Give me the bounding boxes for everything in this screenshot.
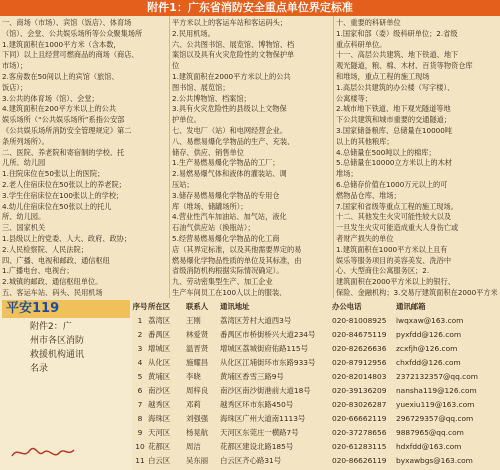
header-phone: 办公电话 xyxy=(332,302,362,311)
cell-contact: 刘强强 xyxy=(186,414,209,423)
col3-line: 娱乐等服务项目的美容美发、洗浴中 xyxy=(336,255,452,265)
cell-index: 5 xyxy=(137,372,143,381)
col3-line: 十、重要的科研单位 xyxy=(336,18,401,27)
table-row xyxy=(132,370,500,384)
col2-line: 店（其界定标准，以及其他需要界定的易 xyxy=(172,244,302,254)
col3-line: 公寓楼等； xyxy=(336,93,372,103)
cell-index: 2 xyxy=(137,330,143,339)
cell-phone: 020-37278656 xyxy=(332,428,387,437)
col2-line: 4.营业性汽车加油站、加气站，液化 xyxy=(172,212,287,222)
table-row xyxy=(132,426,500,440)
standards-columns xyxy=(0,16,500,298)
table-row xyxy=(132,356,500,370)
cell-district: 白云区 xyxy=(148,456,171,465)
cell-contact: 周梓良 xyxy=(186,386,209,395)
col1-line: 一、商场（市场）、宾馆（饭店）、体育场 xyxy=(2,18,132,27)
cell-email: 296729357@qq.com xyxy=(396,414,474,423)
col3-line: 1.建筑面积在1000平方米以上且有 xyxy=(336,244,448,254)
cell-index: 10 xyxy=(135,442,145,451)
col3-line: 心、大型商住公寓服务区；2. xyxy=(336,266,430,276)
col1-line: 市场）； xyxy=(2,61,28,71)
col2-line: 2.民用机场。 xyxy=(172,28,215,38)
cell-district: 天河区 xyxy=(148,428,171,437)
cell-email: chxfdd@126.com xyxy=(396,358,461,367)
col2-line: 2.公共博物馆、档案馆； xyxy=(172,93,251,103)
cell-email: 9887965@qq.com xyxy=(396,428,464,437)
subtitle-line: 州市各区消防 xyxy=(30,336,85,346)
cell-address: 从化区江埔街环市东路933号 xyxy=(220,358,316,367)
col1-line: 1.住院床位在50张以上的医院； xyxy=(2,169,105,179)
cell-address: 黄埔区香雪三路9号 xyxy=(220,372,284,381)
col1-line: 五、客运车站、码头、民用机场 xyxy=(2,287,103,297)
col3-line: 燃物品仓库、堆场； xyxy=(336,190,401,200)
cell-phone: 020-87912956 xyxy=(332,358,387,367)
col1-line: 4.幼儿住宿床位在50张以上的托儿 xyxy=(2,201,112,211)
cell-district: 海珠区 xyxy=(148,414,171,423)
col3-line: 2.城市地下铁道、地下观光隧道等地 xyxy=(336,104,451,114)
col3-line: 6.总储存价值在1000万元以上的可 xyxy=(336,179,448,189)
column-1 xyxy=(0,16,170,298)
col3-line: 堆场； xyxy=(336,169,358,179)
col2-line: 1.生产易燃易爆化学物品的工厂； xyxy=(172,158,280,168)
col2-line: 3.具有火灾危险性的县级以上文物保 xyxy=(172,104,287,114)
cell-district: 荔湾区 xyxy=(148,316,171,325)
table-row xyxy=(132,328,500,342)
col3-line: 和堆场，重点工程的施工现场 xyxy=(336,71,430,81)
col2-line: 七、发电厂（站）和电网经营企业。 xyxy=(172,125,288,135)
cell-phone: 020-39136209 xyxy=(332,386,387,395)
col3-line: 者财产损失的单位 xyxy=(336,233,394,243)
cell-district: 黄埔区 xyxy=(148,372,171,381)
cell-district: 从化区 xyxy=(148,358,171,367)
cell-phone: 020-84675119 xyxy=(332,330,387,339)
cell-index: 11 xyxy=(135,456,145,465)
table-row xyxy=(132,384,500,398)
table-row xyxy=(132,398,500,412)
cell-district: 花都区 xyxy=(148,442,171,451)
col2-line: 石油气供应站（换瓶站）； xyxy=(172,223,255,233)
col1-line: 下同）以上且经营可燃商品的商场（商店、 xyxy=(2,50,139,60)
col3-line: 保险、金融机构；3.交易厅建筑面积在2000平方米 xyxy=(336,287,498,297)
col1-line: （馆）、会堂、公共娱乐场所等公众聚集场所 xyxy=(2,28,143,38)
col1-line: 2.老人住宿床位在50张以上的养老院； xyxy=(2,179,126,189)
cell-address: 花都区建设北路185号 xyxy=(220,442,294,451)
cell-district: 南沙区 xyxy=(148,386,171,395)
cell-phone: 020-86626119 xyxy=(332,456,387,465)
col2-line: 案馆以及具有火灾危险性的文物保护单 xyxy=(172,50,295,60)
col3-line: 十二、其他发生火灾可能性较大以及 xyxy=(336,212,452,222)
cell-address: 白云区齐心路31号 xyxy=(220,456,282,465)
table-row xyxy=(132,454,500,468)
cell-email: lwqxaw@163.com xyxy=(396,316,464,325)
header-address: 通讯地址 xyxy=(220,302,250,311)
col3-line: 十一、高层公共建筑、地下铁道、地下 xyxy=(336,50,459,60)
col1-line: 1.广播电台、电视台； xyxy=(2,266,74,276)
cell-index: 1 xyxy=(137,316,143,325)
col2-line: 六、公共图书馆、展览馆、博物馆、档 xyxy=(172,39,295,49)
col3-line: 一旦发生火灾可能造成重大人身伤亡或 xyxy=(336,223,459,233)
subtitle-line: 附件2：广 xyxy=(30,322,72,332)
cell-contact: 温晋贤 xyxy=(186,344,209,353)
col3-line: 建筑面积在2000平方米以上的银行、 xyxy=(336,277,455,287)
newspaper-logo xyxy=(8,442,78,464)
col2-line: 储存、供应、销售单位 xyxy=(172,147,244,157)
cell-contact: 李晓 xyxy=(186,372,201,381)
col2-line: 九、劳动密集型生产、加工企业 xyxy=(172,277,273,287)
col3-line: 3.国家储备粮库、总储量在10000吨 xyxy=(336,125,452,135)
cell-address: 南沙区南沙街港前大道18号 xyxy=(220,386,311,395)
cell-index: 3 xyxy=(137,344,143,353)
col1-line: 儿所、幼儿园 xyxy=(2,158,46,168)
cell-index: 9 xyxy=(137,428,143,437)
subtitle-line: 救援机构通讯 xyxy=(30,350,85,360)
col3-line: 重点科研单位。 xyxy=(336,39,387,49)
cell-contact: 王刚 xyxy=(186,316,201,325)
cell-phone: 020-82626636 xyxy=(332,344,387,353)
col2-line: 位 xyxy=(172,61,180,71)
col1-line: 2.客房数在50间以上的宾馆（旅馆、 xyxy=(2,71,119,81)
cell-address: 荔湾区芳村大道西3号 xyxy=(220,316,292,325)
col3-line: 以上的其他粮库； xyxy=(336,136,394,146)
cell-address: 越秀区环市东路450号 xyxy=(220,400,294,409)
cell-index: 6 xyxy=(137,386,143,395)
cell-phone: 020-83026287 xyxy=(332,400,387,409)
col1-line: 1.建筑面积在1000平方米（含本数， xyxy=(2,39,121,49)
col3-line: 1.高层公共建筑的办公楼（写字楼）、 xyxy=(336,82,455,92)
column-brand: 平安119 xyxy=(2,300,130,318)
section-banner: 附件1：广东省消防安全重点单位界定标准 xyxy=(0,0,500,16)
col2-line: 库（堆场、储罐场所）； xyxy=(172,201,248,211)
col1-line: 四、广播、电视和邮政、通信枢纽 xyxy=(2,255,110,265)
col1-line: 三、国家机关 xyxy=(2,223,46,233)
cell-contact: 周洁 xyxy=(186,442,201,451)
cell-index: 4 xyxy=(137,358,143,367)
table-row xyxy=(132,440,500,454)
lower-section xyxy=(0,300,500,470)
col2-line: 3.储存易燃易爆化学物品的专用仓 xyxy=(172,190,280,200)
contacts-table xyxy=(132,300,500,470)
col2-line: 生产车间员工在100人以上的服装、 xyxy=(172,287,287,297)
col1-line: 3.公共的体育场（馆）、会堂； xyxy=(2,93,99,103)
table-header xyxy=(132,300,500,314)
header-email: 通讯邮箱 xyxy=(396,302,426,311)
cell-email: zcxfjh@126.com xyxy=(396,344,458,353)
col2-line: 八、易燃易爆化学物品的生产、充装、 xyxy=(172,136,295,146)
col1-line: 娱乐场所（“公共娱乐场所”系指公安部 xyxy=(2,115,125,125)
cell-email: pyxfdd@126.com xyxy=(396,330,462,339)
cell-contact: 吴东丽 xyxy=(186,456,209,465)
col2-line: 2.易燃易爆气体和液体的灌装站、调 xyxy=(172,169,287,179)
table-row xyxy=(132,342,500,356)
header-contact: 联系人 xyxy=(186,302,209,311)
cell-address: 天河区东莞庄一横路7号 xyxy=(220,428,299,437)
cell-contact: 邓莉 xyxy=(186,400,201,409)
cell-phone: 020-81008925 xyxy=(332,316,387,325)
col3-line: 7.国家和省级等重点工程的施工现场。 xyxy=(336,201,458,211)
col1-line: 条所列场所）。 xyxy=(2,136,49,146)
cell-address: 海珠区广州大道南1113号 xyxy=(220,414,306,423)
col1-line: 所、幼儿园。 xyxy=(2,212,46,222)
cell-email: nansha119@126.com xyxy=(396,386,477,395)
cell-contact: 林爱贤 xyxy=(186,330,209,339)
side-panel xyxy=(0,300,132,470)
col2-line: 5.经营易燃易爆化学物品的化工商 xyxy=(172,233,280,243)
header-district: 所在区 xyxy=(148,302,171,311)
cell-index: 8 xyxy=(137,414,143,423)
cell-contact: 施耀昌 xyxy=(186,358,209,367)
cell-email: hdxfdd@163.com xyxy=(396,442,462,451)
cell-phone: 020-66662119 xyxy=(332,414,387,423)
col3-line: 4.总储量在500吨以上的棉库； xyxy=(336,147,436,157)
appendix-subtitle xyxy=(0,320,132,376)
col2-line: 燃易爆化学物品性质的单位及其标准，由 xyxy=(172,255,302,265)
cell-district: 增城区 xyxy=(148,344,171,353)
cell-phone: 020-61283115 xyxy=(332,442,387,451)
cell-email: yuexiu119@163.com xyxy=(396,400,475,409)
col3-line: 1.国家和部（委）级科研单位；2.省级 xyxy=(336,28,458,38)
col1-line: 1.县级以上的党委、人大、政府、政协； xyxy=(2,233,132,243)
table-row xyxy=(132,412,500,426)
col1-line: 4.建筑面积在200平方米以上的公共 xyxy=(2,104,117,114)
cell-district: 越秀区 xyxy=(148,400,171,409)
subtitle-line: 名录 xyxy=(30,364,49,374)
cell-address: 增城区荔城街府佑路115号 xyxy=(220,344,309,353)
column-2 xyxy=(170,16,334,298)
col2-line: 图书馆、展览馆； xyxy=(172,82,230,92)
col3-line: 观光隧道，粮、棉、木材、百货等物资仓库 xyxy=(336,61,473,71)
cell-address: 番禺区市桥街桥兴大道234号 xyxy=(220,330,316,339)
cell-contact: 杨晃航 xyxy=(186,428,209,437)
col1-line: 2.城镇的邮政、通信枢纽单位。 xyxy=(2,277,103,287)
col2-line: 省级消防机构根据实际情况确定）。 xyxy=(172,266,284,276)
header-index: 序号 xyxy=(132,302,148,311)
table-row xyxy=(132,314,500,328)
col3-line: 下公共建筑和城市重要的交通隧道； xyxy=(336,115,452,125)
cell-email: byxawbgs@163.com xyxy=(396,456,473,465)
col2-line: 平方米以上的客运车站和客运码头； xyxy=(172,18,288,27)
cell-phone: 020-82014803 xyxy=(332,372,387,381)
cell-index: 7 xyxy=(137,400,143,409)
col2-line: 1.建筑面积在2000平方米以上的公共 xyxy=(172,71,291,81)
col1-line: 二、医院、养老院和寄宿制的学校、托 xyxy=(2,147,125,157)
col1-line: 3.学生住宿床位在100张以上的学校； xyxy=(2,190,124,200)
col2-line: 护单位。 xyxy=(172,115,201,125)
cell-district: 番禺区 xyxy=(148,330,171,339)
column-3 xyxy=(334,16,500,298)
col3-line: 5.总储量在10000立方米以上的木材 xyxy=(336,158,452,168)
col1-line: 《公共娱乐场所消防安全管理规定》第二 xyxy=(2,125,132,135)
cell-email: 2372132357@qq.com xyxy=(396,372,478,381)
col1-line: 饭店）； xyxy=(2,82,28,92)
col1-line: 2.人民检察院、人民法院； xyxy=(2,244,88,254)
col2-line: 压站； xyxy=(172,179,194,189)
